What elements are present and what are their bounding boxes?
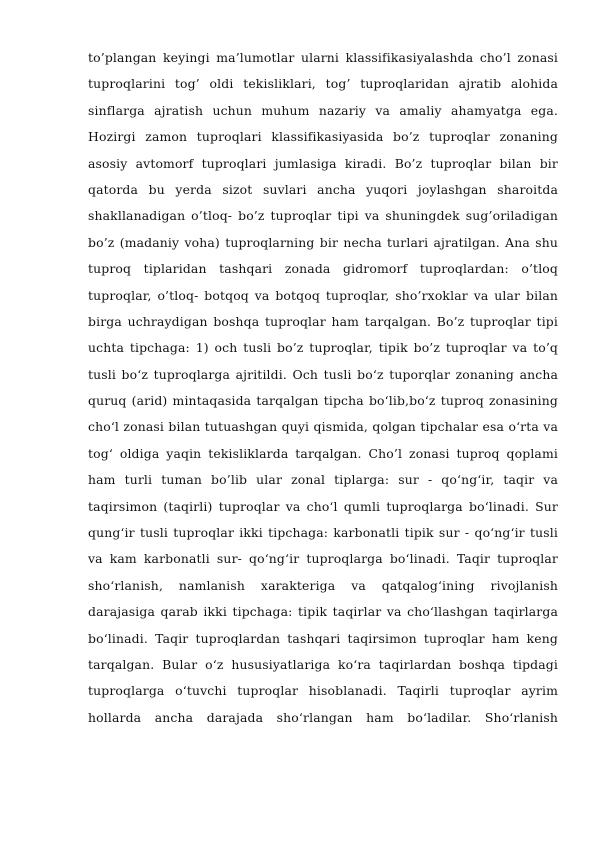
text-line-24: tarqalgan. Bular o‘z hususiyatlariga ko‘ra taqirlardan boshqa tipdagi <box>88 656 558 672</box>
text-line-6: qatorda bu yerda sizot suvlari ancha yuqori joylashgan sharoitda <box>88 181 558 197</box>
text-line-26: hollarda ancha darajada sho‘rlangan ham bo‘ladilar. Sho‘rlanish <box>88 709 558 725</box>
text-line-14: quruq (arid) mintaqasida tarqalgan tipcha bo‘lib,bo‘z tuproq zonasining <box>88 393 558 409</box>
text-line-11: birga uchraydigan boshqa tuproqlar ham tarqalgan. Bo’z tuproqlar tipi <box>88 313 558 329</box>
body-text <box>88 45 558 731</box>
text-line-9: tuproq tiplaridan tashqari zonada gidromorf tuproqlardan: o’tloq <box>88 261 558 277</box>
text-line-15: cho‘l zonasi bilan tutuashgan quyi qismida, qolgan tipchalar esa o‘rta va <box>88 419 558 435</box>
text-line-12: uchta tipchaga: 1) och tusli bo’z tuproqlar, tipik bo’z tuproqlar va to’q <box>88 340 558 356</box>
text-line-25: tuproqlarga o‘tuvchi tuproqlar hisoblanadi. Taqirli tuproqlar ayrim <box>88 683 558 699</box>
text-line-5: asosiy avtomorf tuproqlari jumlasiga kiradi. Bo’z tuproqlar bilan bir <box>88 155 558 171</box>
text-line-2: tuproqlarini tog’ oldi tekisliklari, tog’ tuproqlaridan ajratib alohida <box>88 76 558 92</box>
text-line-8: bo’z (madaniy voha) tuproqlarning bir necha turlari ajratilgan. Ana shu <box>88 234 558 250</box>
text-line-22: darajasiga qarab ikki tipchaga: tipik taqirlar va cho‘llashgan taqirlarga <box>88 604 558 620</box>
text-line-13: tusli bo‘z tuproqlarga ajritildi. Och tusli bo‘z tuporqlar zonaning ancha <box>88 366 558 382</box>
text-line-10: tuproqlar, o’tloq- botqoq va botqoq tuproqlar, sho’rxoklar va ular bilan <box>88 287 558 303</box>
text-line-7: shakllanadigan o’tloq- bo’z tuproqlar tipi va shuningdek sug’oriladigan <box>88 208 558 224</box>
text-line-21: sho‘rlanish, namlanish xarakteriga va qatqalog‘ining rivojlanish <box>88 577 558 593</box>
text-line-1: to’plangan keyingi ma’lumotlar ularni klassifikasiyalashda cho’l zonasi <box>88 50 558 65</box>
text-line-3: sinflarga ajratish uchun muhum nazariy va amaliy ahamyatga ega. <box>88 102 558 118</box>
text-line-16: tog‘ oldiga yaqin tekisliklarda tarqalgan. Cho’l zonasi tuproq qoplami <box>88 445 558 461</box>
text-line-17: ham turli tuman bo’lib ular zonal tiplarga: sur - qo‘ng‘ir, taqir va <box>88 472 558 488</box>
text-line-4: Hozirgi zamon tuproqlari klassifikasiyasida bo’z tuproqlar zonaning <box>88 129 558 145</box>
text-line-19: qung‘ir tusli tuproqlar ikki tipchaga: karbonatli tipik sur - qo‘ng‘ir tusli <box>88 525 558 541</box>
text-line-20: va kam karbonatli sur- qo‘ng‘ir tuproqlarga bo‘linadi. Taqir tuproqlar <box>88 551 558 567</box>
text-line-18: taqirsimon (taqirli) tuproqlar va cho‘l qumli tuproqlarga bo‘linadi. Sur <box>88 498 558 514</box>
text-line-23: bo‘linadi. Taqir tuproqlardan tashqari taqirsimon tuproqlar ham keng <box>88 630 558 646</box>
